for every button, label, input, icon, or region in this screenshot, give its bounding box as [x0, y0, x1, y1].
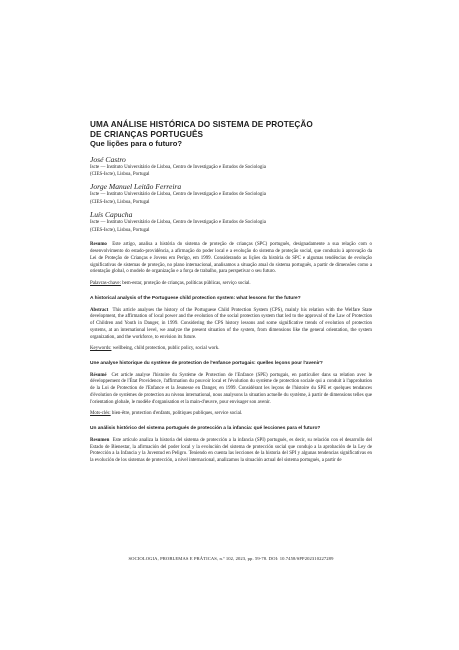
keywords-text: wellbeing, child protection, public policy, social work. — [112, 346, 220, 352]
abstract-label: Resumo — [90, 242, 107, 248]
abstract-pt — [90, 242, 372, 276]
author-name: José Castro — [90, 154, 126, 164]
abstract-label: Resumen — [90, 437, 110, 443]
author-block — [90, 155, 372, 180]
section-title-es: Un análisis histórico del sistema portugués de protección a la infancia: qué lecciones para el futuro? — [90, 426, 321, 432]
abstract-text: Este artigo, analisa a história do sistema de proteção de crianças (SPC) português, designadamente a sua relação com o desenvolvimento do estado-providência, a afirmação do poder local e a evolução do sistema de proteção social, que conduziu à aprovação da Lei de Proteção de Crianças e Jovens em Perigo, em 1999. Considerando as lições da história do SPC e algumas tendências de evolução significativas de sistemas de proteção, no plano internacional, analisamos a situação atual do sistema português, a partir de dimensões como a orientação global, o modelo de organização e a força de trabalho, para perspetivar o seu futuro. — [90, 242, 372, 275]
abstract-label: Résumé — [90, 372, 107, 378]
keywords-pt — [90, 281, 372, 288]
keywords-text: bem-estar, proteção de crianças, políticas públicas, serviço social. — [122, 281, 251, 287]
abstract-fr — [90, 373, 372, 407]
article-subtitle: Que lições para o futuro? — [90, 139, 182, 149]
author-block — [90, 210, 372, 235]
keywords-text: bien-être, protection d'enfants, politiques publiques, service social. — [111, 411, 243, 417]
section-title-en: A historical analysis of the Portuguese child protection system: what lessons for the future? — [90, 295, 301, 301]
keywords-label: Mots-clés: — [90, 411, 111, 417]
author-affiliation: (CIES-Iscte), Lisboa, Portugal — [90, 172, 150, 178]
author-affiliation: (CIES-Iscte), Lisboa, Portugal — [90, 199, 150, 205]
author-affiliation: Iscte — Instituto Universitário de Lisboa, Centro de Investigação e Estudos de Sociologia — [90, 219, 266, 225]
article-title-line1: UMA ANÁLISE HISTÓRICA DO SISTEMA DE PROTEÇÃO — [90, 120, 313, 129]
author-name: Luís Capucha — [90, 209, 133, 219]
journal-footer: SOCIOLOGIA, PROBLEMAS E PRÁTICAS, n.º 102, 2023, pp. 59-78. DOI: 10.7458/SPP202310227289 — [128, 556, 334, 561]
author-affiliation: (CIES-Iscte), Lisboa, Portugal — [90, 227, 150, 233]
abstract-text: Cet article analyse l'histoire du Système de Protection de l'Enfance (SPE) portugais, en particulier dans sa relation avec le développement de l'État Providence, l'affirmation du pouvoir local et l'évolution du système de protection sociale qui a conduit à l'approbation de la Loi de Protection de l'Enfance et la Jeunesse en Danger, en 1999. Considérant les leçons de l'histoire du SPE et quelques tendances d'évolution de systèmes de protection au niveau international, nous analysons la situation actuelle du système, à partir de dimensions telles que l'orientation globale, le modèle d'organisation et la main-d'œuvre, pour envisager son avenir. — [90, 372, 372, 405]
article-title-line2: DE CRIANÇAS PORTUGUÊS — [90, 129, 204, 139]
article-page — [90, 120, 372, 465]
author-affiliation: Iscte — Instituto Universitário de Lisboa, Centro de Investigação e Estudos de Sociologia — [90, 192, 266, 198]
abstract-label: Abstract — [90, 307, 109, 313]
keywords-label: Keywords: — [90, 346, 112, 352]
author-name: Jorge Manuel Leitão Ferreira — [90, 182, 182, 192]
section-title-fr: Une analyse historique du système de protection de l'enfance portugais: quelles leçons pour l'avenir? — [90, 361, 323, 367]
abstract-text: This article analyses the history of the Portuguese Child Protection System (CPS), mainly his relation with the Welfare State development, the affirmation of local power and the evolution of the social protection system that led to the approval of the Law of Protection of Children and Youth in Danger, in 1999. Considering the CPS history lessons and some significative trends of evolution of protection systems, at an international level, we analyze the present situation of the system, from dimensions like the general orientation, the system organization, and the workforce, to envision its future. — [90, 307, 372, 340]
abstract-text: Este artículo analiza la historia del sistema de protección a la infancia (SPI) portugués, es decir, su relación con el desarrollo del Estado de Bienestar, la afirmación del poder local y la evolución del sistema de protección social que condujo a la aprobación de la Ley de Protección a la Infancia y la Juventud en Peligro. Teniendo en cuenta las lecciones de la historia del SPI y algunas tendencias significativas en la evolución de los sistemas de protección, a nivel internacional, analizamos la situación actual del sistema portugués, a partir de — [90, 437, 372, 464]
abstract-es — [90, 438, 372, 465]
keywords-fr — [90, 411, 372, 418]
author-affiliation: Iscte — Instituto Universitário de Lisboa, Centro de Investigação e Estudos de Sociologia — [90, 164, 266, 170]
abstract-en — [90, 308, 372, 342]
keywords-label: Palavras-chave: — [90, 281, 121, 287]
author-block — [90, 182, 372, 207]
keywords-en — [90, 346, 372, 353]
